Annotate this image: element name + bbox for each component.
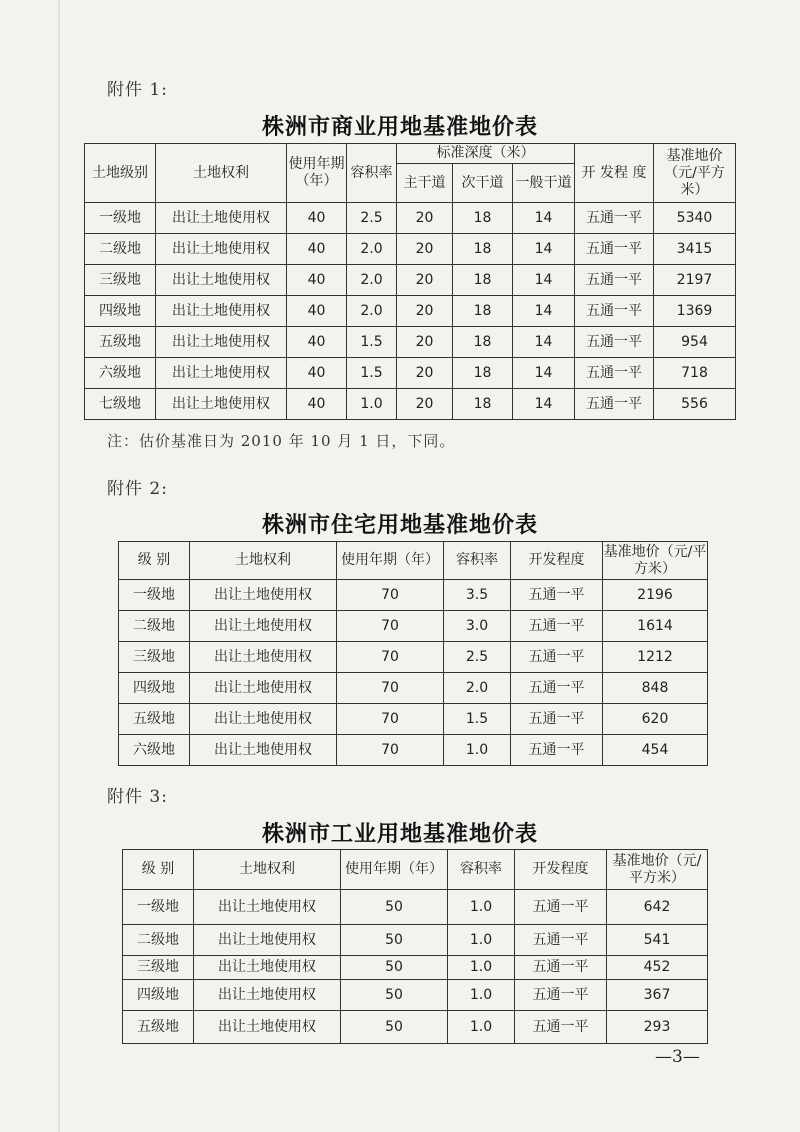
- header-level: 级 别: [119, 542, 190, 580]
- cell-term: 40: [287, 358, 347, 389]
- cell-level: 一级地: [119, 580, 190, 611]
- cell-development: 五通一平: [511, 642, 603, 673]
- attachment-2-label: 附件 2:: [107, 479, 168, 499]
- header-development: 开发程度: [511, 542, 603, 580]
- cell-price: 1212: [603, 642, 708, 673]
- cell-term: 50: [341, 956, 448, 980]
- cell-far: 1.0: [448, 1011, 515, 1044]
- cell-general: 14: [513, 358, 575, 389]
- cell-development: 五通一平: [515, 890, 607, 925]
- cell-level: 三级地: [123, 956, 194, 980]
- header-term: 使用年期（年）: [341, 850, 448, 890]
- cell-development: 五通一平: [511, 611, 603, 642]
- cell-main: 20: [397, 389, 453, 420]
- cell-far: 1.0: [444, 735, 511, 766]
- cell-price: 556: [654, 389, 736, 420]
- cell-rights: 出让土地使用权: [194, 1011, 341, 1044]
- table-row: [85, 234, 736, 265]
- cell-far: 1.0: [448, 890, 515, 925]
- cell-development: 五通一平: [515, 925, 607, 956]
- cell-term: 70: [337, 673, 444, 704]
- cell-level: 三级地: [85, 265, 156, 296]
- page-number: —3—: [655, 1047, 700, 1067]
- cell-development: 五通一平: [511, 673, 603, 704]
- cell-far: 1.0: [448, 956, 515, 980]
- table-row: [119, 642, 708, 673]
- table-row: [85, 296, 736, 327]
- cell-secondary: 18: [453, 203, 513, 234]
- cell-development: 五通一平: [575, 327, 654, 358]
- cell-main: 20: [397, 327, 453, 358]
- cell-development: 五通一平: [515, 980, 607, 1011]
- table-row: [123, 1011, 708, 1044]
- cell-far: 1.0: [448, 980, 515, 1011]
- cell-secondary: 18: [453, 327, 513, 358]
- cell-term: 40: [287, 234, 347, 265]
- cell-secondary: 18: [453, 234, 513, 265]
- cell-far: 3.0: [444, 611, 511, 642]
- cell-price: 954: [654, 327, 736, 358]
- cell-term: 50: [341, 980, 448, 1011]
- cell-secondary: 18: [453, 296, 513, 327]
- cell-general: 14: [513, 327, 575, 358]
- cell-development: 五通一平: [515, 1011, 607, 1044]
- cell-rights: 出让土地使用权: [194, 956, 341, 980]
- cell-general: 14: [513, 265, 575, 296]
- cell-general: 14: [513, 389, 575, 420]
- cell-far: 2.5: [347, 203, 397, 234]
- cell-rights: 出让土地使用权: [156, 327, 287, 358]
- cell-price: 5340: [654, 203, 736, 234]
- cell-level: 四级地: [119, 673, 190, 704]
- table-row: [119, 611, 708, 642]
- cell-development: 五通一平: [575, 296, 654, 327]
- cell-term: 70: [337, 704, 444, 735]
- cell-development: 五通一平: [575, 265, 654, 296]
- cell-term: 50: [341, 890, 448, 925]
- cell-level: 二级地: [85, 234, 156, 265]
- cell-price: 1369: [654, 296, 736, 327]
- cell-main: 20: [397, 265, 453, 296]
- cell-rights: 出让土地使用权: [190, 735, 337, 766]
- header-rights: 土地权利: [194, 850, 341, 890]
- cell-rights: 出让土地使用权: [194, 925, 341, 956]
- header-far: 容积率: [444, 542, 511, 580]
- cell-level: 六级地: [119, 735, 190, 766]
- table-row: [85, 203, 736, 234]
- cell-rights: 出让土地使用权: [156, 358, 287, 389]
- cell-term: 70: [337, 611, 444, 642]
- table-row: [85, 265, 736, 296]
- cell-price: 541: [607, 925, 708, 956]
- header-term: 使用年期（年）: [337, 542, 444, 580]
- header-development: 开 发程 度: [575, 144, 654, 203]
- table-row: [119, 580, 708, 611]
- cell-secondary: 18: [453, 358, 513, 389]
- table-row: [119, 735, 708, 766]
- table-row: [119, 704, 708, 735]
- cell-far: 2.0: [444, 673, 511, 704]
- cell-term: 40: [287, 203, 347, 234]
- table-row: [85, 358, 736, 389]
- table-row: [85, 389, 736, 420]
- header-development: 开发程度: [515, 850, 607, 890]
- header-level: 土地级别: [85, 144, 156, 203]
- page-edge: [58, 0, 60, 1132]
- cell-term: 70: [337, 580, 444, 611]
- cell-term: 40: [287, 265, 347, 296]
- cell-level: 一级地: [85, 203, 156, 234]
- cell-rights: 出让土地使用权: [190, 611, 337, 642]
- table-row: [119, 673, 708, 704]
- cell-rights: 出让土地使用权: [190, 673, 337, 704]
- cell-development: 五通一平: [511, 580, 603, 611]
- commercial-table-title: 株洲市商业用地基准地价表: [261, 114, 538, 140]
- cell-term: 50: [341, 1011, 448, 1044]
- cell-price: 718: [654, 358, 736, 389]
- table-row: [123, 925, 708, 956]
- cell-price: 1614: [603, 611, 708, 642]
- cell-far: 1.5: [444, 704, 511, 735]
- cell-development: 五通一平: [575, 203, 654, 234]
- cell-price: 2197: [654, 265, 736, 296]
- cell-secondary: 18: [453, 389, 513, 420]
- cell-general: 14: [513, 203, 575, 234]
- industrial-table-title: 株洲市工业用地基准地价表: [261, 821, 538, 847]
- valuation-date-note: 注：估价基准日为 2010 年 10 月 1 日，下同。: [107, 432, 456, 450]
- cell-term: 70: [337, 642, 444, 673]
- cell-term: 50: [341, 925, 448, 956]
- cell-price: 452: [607, 956, 708, 980]
- cell-far: 2.0: [347, 296, 397, 327]
- cell-development: 五通一平: [515, 956, 607, 980]
- header-general-road: 一般干道: [513, 164, 575, 203]
- header-price: 基准地价（元/平方米）: [603, 542, 708, 580]
- cell-rights: 出让土地使用权: [156, 203, 287, 234]
- header-level: 级 别: [123, 850, 194, 890]
- cell-rights: 出让土地使用权: [156, 296, 287, 327]
- header-term: 使用年期（年）: [287, 144, 347, 203]
- cell-rights: 出让土地使用权: [190, 580, 337, 611]
- cell-price: 454: [603, 735, 708, 766]
- cell-level: 五级地: [119, 704, 190, 735]
- cell-price: 642: [607, 890, 708, 925]
- header-rights: 土地权利: [156, 144, 287, 203]
- cell-level: 二级地: [119, 611, 190, 642]
- header-main-road: 主干道: [397, 164, 453, 203]
- attachment-3-label: 附件 3:: [107, 787, 168, 807]
- cell-far: 3.5: [444, 580, 511, 611]
- cell-far: 1.0: [347, 389, 397, 420]
- cell-level: 一级地: [123, 890, 194, 925]
- table-row: [123, 890, 708, 925]
- table-row: [123, 956, 708, 980]
- cell-development: 五通一平: [575, 358, 654, 389]
- header-secondary-road: 次干道: [453, 164, 513, 203]
- cell-level: 六级地: [85, 358, 156, 389]
- header-far: 容积率: [448, 850, 515, 890]
- attachment-1-label: 附件 1:: [107, 80, 168, 100]
- table-row: [123, 980, 708, 1011]
- cell-general: 14: [513, 296, 575, 327]
- cell-far: 2.0: [347, 265, 397, 296]
- cell-price: 293: [607, 1011, 708, 1044]
- cell-general: 14: [513, 234, 575, 265]
- cell-far: 2.0: [347, 234, 397, 265]
- table-row: [85, 327, 736, 358]
- cell-level: 五级地: [123, 1011, 194, 1044]
- cell-level: 五级地: [85, 327, 156, 358]
- cell-level: 二级地: [123, 925, 194, 956]
- cell-price: 367: [607, 980, 708, 1011]
- cell-rights: 出让土地使用权: [194, 980, 341, 1011]
- cell-rights: 出让土地使用权: [194, 890, 341, 925]
- cell-main: 20: [397, 358, 453, 389]
- cell-rights: 出让土地使用权: [190, 642, 337, 673]
- header-depth: 标准深度（米）: [397, 144, 575, 164]
- cell-main: 20: [397, 203, 453, 234]
- residential-price-table: [118, 541, 708, 766]
- cell-term: 40: [287, 327, 347, 358]
- commercial-price-table: [84, 143, 736, 420]
- cell-development: 五通一平: [575, 234, 654, 265]
- cell-far: 1.5: [347, 327, 397, 358]
- cell-price: 2196: [603, 580, 708, 611]
- cell-level: 三级地: [119, 642, 190, 673]
- industrial-price-table: [122, 849, 708, 1044]
- header-far: 容积率: [347, 144, 397, 203]
- cell-rights: 出让土地使用权: [156, 265, 287, 296]
- cell-term: 40: [287, 389, 347, 420]
- cell-development: 五通一平: [511, 735, 603, 766]
- cell-far: 1.0: [448, 925, 515, 956]
- cell-price: 620: [603, 704, 708, 735]
- cell-term: 70: [337, 735, 444, 766]
- cell-rights: 出让土地使用权: [156, 389, 287, 420]
- cell-rights: 出让土地使用权: [190, 704, 337, 735]
- cell-level: 七级地: [85, 389, 156, 420]
- cell-price: 848: [603, 673, 708, 704]
- cell-price: 3415: [654, 234, 736, 265]
- cell-level: 四级地: [123, 980, 194, 1011]
- cell-development: 五通一平: [511, 704, 603, 735]
- cell-main: 20: [397, 234, 453, 265]
- header-price: 基准地价（元/平方米）: [654, 144, 736, 203]
- cell-level: 四级地: [85, 296, 156, 327]
- residential-table-title: 株洲市住宅用地基准地价表: [261, 512, 538, 538]
- cell-far: 1.5: [347, 358, 397, 389]
- cell-development: 五通一平: [575, 389, 654, 420]
- cell-main: 20: [397, 296, 453, 327]
- cell-secondary: 18: [453, 265, 513, 296]
- cell-far: 2.5: [444, 642, 511, 673]
- cell-rights: 出让土地使用权: [156, 234, 287, 265]
- cell-term: 40: [287, 296, 347, 327]
- header-price: 基准地价（元/平方米）: [607, 850, 708, 890]
- header-rights: 土地权利: [190, 542, 337, 580]
